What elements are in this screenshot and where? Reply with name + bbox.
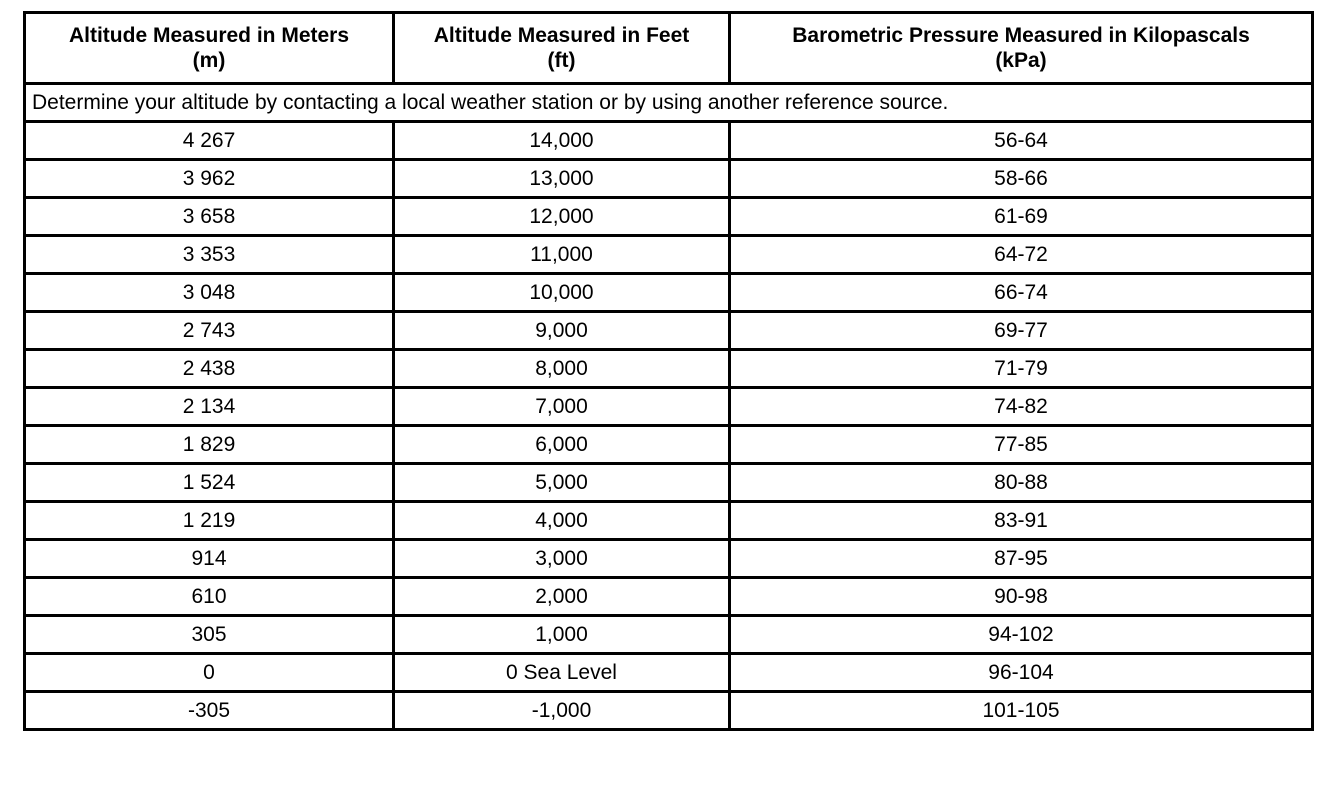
header-meters [25, 13, 394, 84]
cell-feet: 1,000 [394, 616, 730, 654]
header-meters-unit: (m) [192, 49, 226, 72]
cell-meters: -305 [25, 692, 394, 730]
cell-feet: 5,000 [394, 464, 730, 502]
table-row [25, 692, 1313, 730]
table-row [25, 578, 1313, 616]
cell-feet: 13,000 [394, 160, 730, 198]
table-row [25, 426, 1313, 464]
table-row [25, 312, 1313, 350]
table-row [25, 616, 1313, 654]
cell-feet: 11,000 [394, 236, 730, 274]
cell-feet: 6,000 [394, 426, 730, 464]
cell-kpa: 58-66 [730, 160, 1313, 198]
table-body [25, 84, 1313, 730]
cell-kpa: 64-72 [730, 236, 1313, 274]
cell-kpa: 87-95 [730, 540, 1313, 578]
cell-meters: 2 438 [25, 350, 394, 388]
cell-kpa: 83-91 [730, 502, 1313, 540]
cell-meters: 3 048 [25, 274, 394, 312]
table-row [25, 236, 1313, 274]
cell-meters: 2 743 [25, 312, 394, 350]
cell-meters: 1 829 [25, 426, 394, 464]
cell-kpa: 96-104 [730, 654, 1313, 692]
header-kpa-unit: (kPa) [995, 49, 1047, 72]
cell-meters: 305 [25, 616, 394, 654]
cell-meters: 1 524 [25, 464, 394, 502]
header-row [25, 13, 1313, 84]
header-kpa-title: Barometric Pressure Measured in Kilopascals [792, 24, 1250, 47]
cell-meters: 3 353 [25, 236, 394, 274]
cell-feet: 14,000 [394, 122, 730, 160]
note-text: Determine your altitude by contacting a local weather station or by using another reference source. [25, 84, 1313, 122]
cell-kpa: 90-98 [730, 578, 1313, 616]
cell-kpa: 74-82 [730, 388, 1313, 426]
altitude-pressure-table [23, 11, 1314, 731]
table-row [25, 160, 1313, 198]
cell-meters: 3 962 [25, 160, 394, 198]
cell-kpa: 101-105 [730, 692, 1313, 730]
cell-feet: 9,000 [394, 312, 730, 350]
cell-kpa: 80-88 [730, 464, 1313, 502]
table-row [25, 654, 1313, 692]
cell-feet: 12,000 [394, 198, 730, 236]
table-row [25, 350, 1313, 388]
table-row [25, 502, 1313, 540]
cell-feet: 0 Sea Level [394, 654, 730, 692]
cell-kpa: 77-85 [730, 426, 1313, 464]
cell-meters: 914 [25, 540, 394, 578]
cell-kpa: 69-77 [730, 312, 1313, 350]
cell-kpa: 71-79 [730, 350, 1313, 388]
header-feet-title: Altitude Measured in Feet [433, 24, 690, 47]
cell-feet: -1,000 [394, 692, 730, 730]
cell-meters: 2 134 [25, 388, 394, 426]
note-row [25, 84, 1313, 122]
header-feet [394, 13, 730, 84]
header-meters-title: Altitude Measured in Meters [68, 24, 350, 47]
cell-feet: 10,000 [394, 274, 730, 312]
header-kpa [730, 13, 1313, 84]
cell-feet: 8,000 [394, 350, 730, 388]
table-row [25, 540, 1313, 578]
header-feet-unit: (ft) [547, 49, 576, 72]
table-row [25, 464, 1313, 502]
cell-kpa: 56-64 [730, 122, 1313, 160]
cell-meters: 610 [25, 578, 394, 616]
table-row [25, 388, 1313, 426]
cell-feet: 7,000 [394, 388, 730, 426]
cell-meters: 0 [25, 654, 394, 692]
cell-kpa: 61-69 [730, 198, 1313, 236]
table-row [25, 274, 1313, 312]
cell-meters: 3 658 [25, 198, 394, 236]
cell-meters: 4 267 [25, 122, 394, 160]
cell-meters: 1 219 [25, 502, 394, 540]
table-row [25, 122, 1313, 160]
cell-kpa: 66-74 [730, 274, 1313, 312]
cell-feet: 4,000 [394, 502, 730, 540]
cell-kpa: 94-102 [730, 616, 1313, 654]
table-row [25, 198, 1313, 236]
cell-feet: 3,000 [394, 540, 730, 578]
cell-feet: 2,000 [394, 578, 730, 616]
